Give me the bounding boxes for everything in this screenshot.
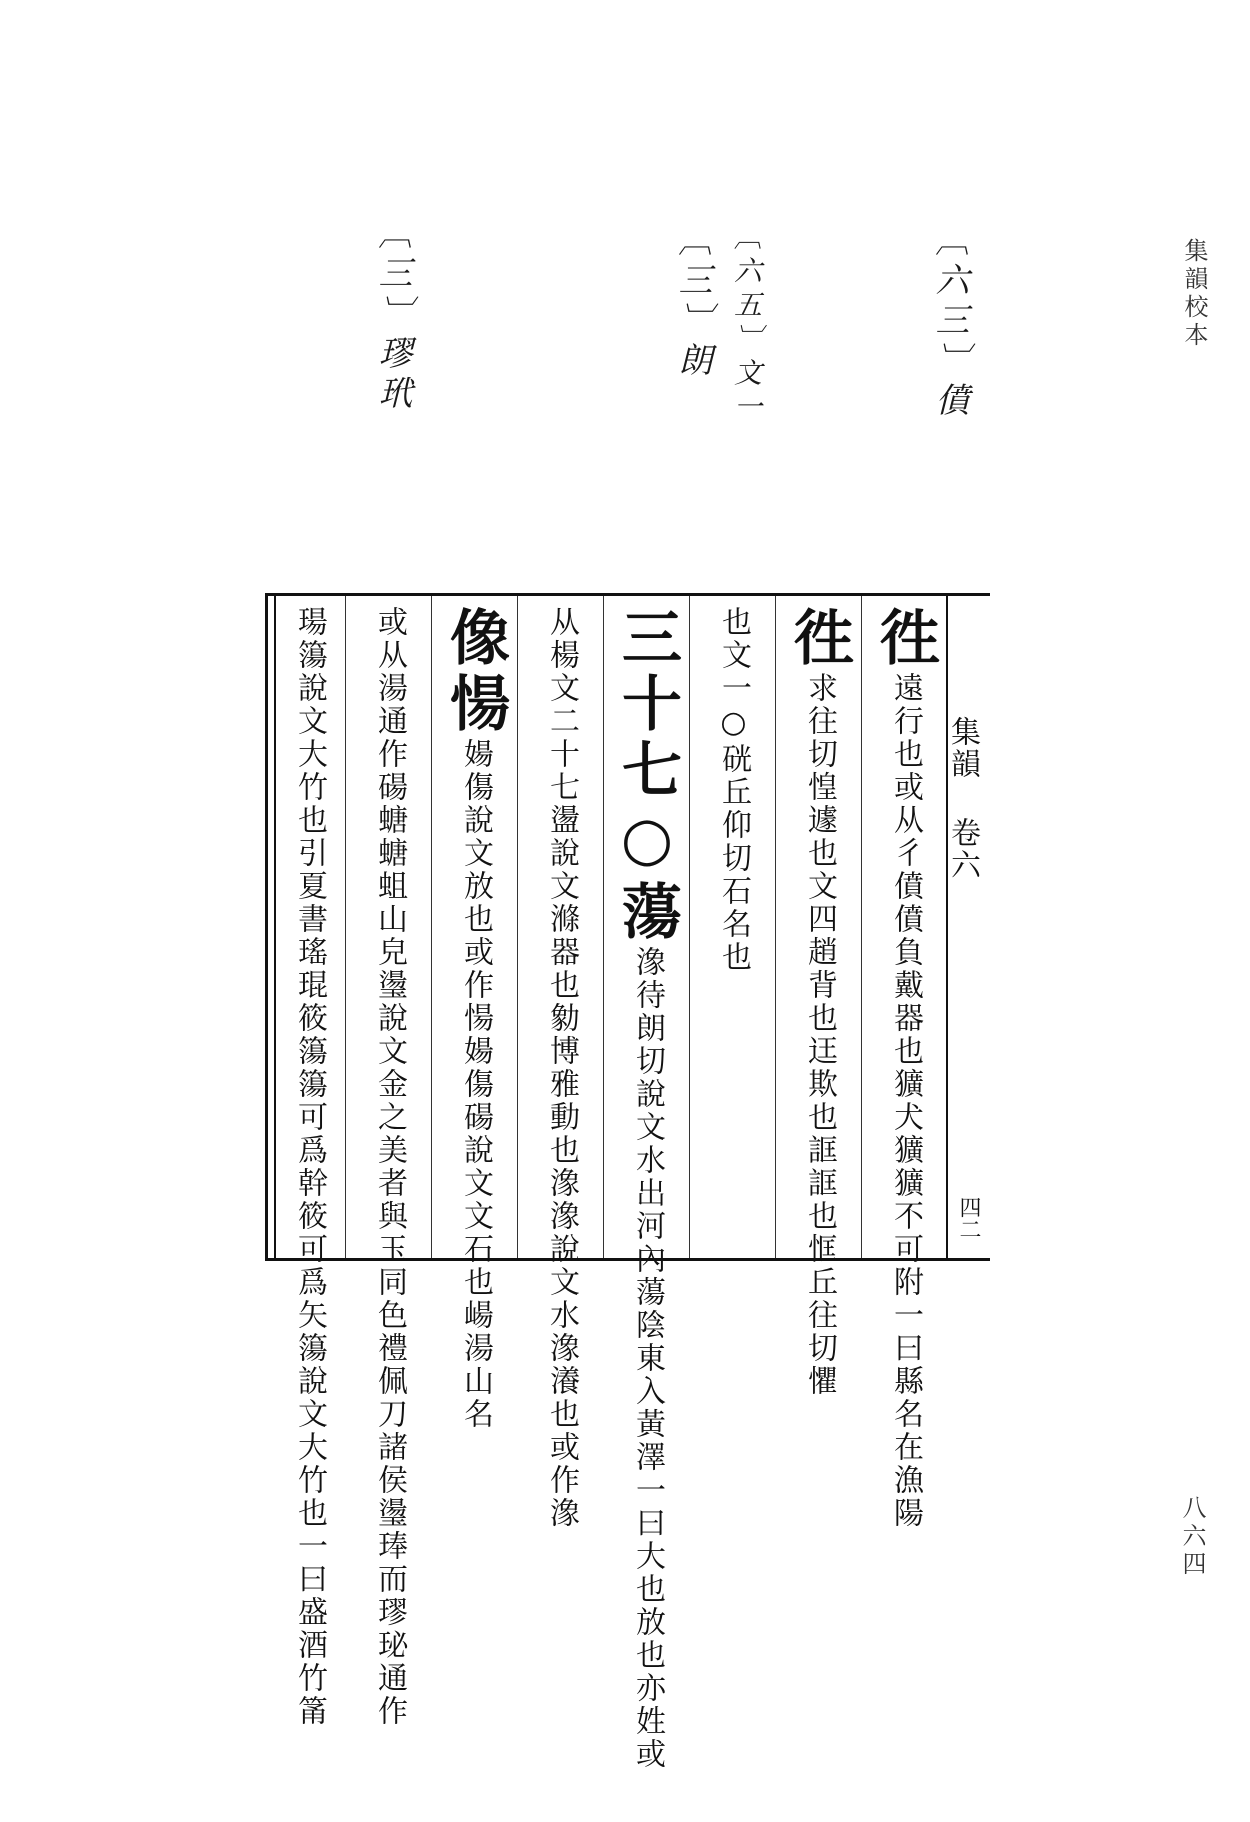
text-column <box>606 606 688 1771</box>
book-title: 集韻校本 <box>1180 238 1208 350</box>
headword: 像愓 <box>440 606 510 738</box>
text-column <box>692 606 774 1256</box>
column-rule <box>603 596 604 1258</box>
headword: 三十七○蕩 <box>612 606 682 946</box>
gloss-text: 求往切惶遽也文四趙背也迋欺也誆誆也恇丘往切懼 <box>802 672 837 1398</box>
headword: 徃 <box>870 606 940 672</box>
text-column <box>434 606 516 1431</box>
headword: 徃 <box>784 606 854 672</box>
collation-note: 〔三〕朗 <box>672 222 712 382</box>
gloss-text: 潒待朗切說文水出河內蕩陰東入黃澤一曰大也放也亦姓或 <box>630 946 665 1771</box>
fold-title: 集韻 卷六 <box>945 716 980 881</box>
gloss-text: 瑒簜說文大竹也引夏書瑤琨筱簜簜可爲幹筱可爲矢簜說文大竹也一曰盛酒竹筩 <box>292 606 327 1728</box>
column-rule <box>775 596 776 1258</box>
gloss-text: 婸傷說文放也或作愓婸傷碭說文文石也崵湯山名 <box>458 738 493 1431</box>
column-rule <box>431 596 432 1258</box>
collation-note: 〔三〕璆玳 <box>372 215 412 415</box>
column-rule <box>689 596 690 1258</box>
gloss-text: 也文一○硄丘仰切石名也 <box>716 606 751 974</box>
text-column <box>778 606 860 1398</box>
collation-note: 〔六五〕文一 <box>730 222 763 426</box>
column-rule <box>861 596 862 1258</box>
text-column <box>864 606 946 1530</box>
collation-note: 〔六三〕僨 <box>929 222 969 422</box>
woodblock-page <box>265 593 990 1771</box>
text-column <box>520 606 602 1530</box>
gloss-text: 或从湯通作碭螗螗蛆山皃璗說文金之美者與玉同色禮佩刀諸侯璗琫而璆珌通作 <box>372 606 407 1728</box>
gloss-text: 从楊文二十七盪說文滌器也勨博雅動也潒潒說文水潒瀁也或作潒 <box>544 606 579 1530</box>
fold-leaf-number: 四二 <box>956 1196 981 1240</box>
page-number: 八六四 <box>1178 1495 1206 1579</box>
text-column <box>276 606 350 1728</box>
column-rule <box>517 596 518 1258</box>
text-column <box>348 606 430 1728</box>
gloss-text: 遠行也或从彳僨僨負戴器也獷犬獷獷不可附一曰縣名在漁陽 <box>888 672 923 1530</box>
page-fold <box>946 596 990 1258</box>
